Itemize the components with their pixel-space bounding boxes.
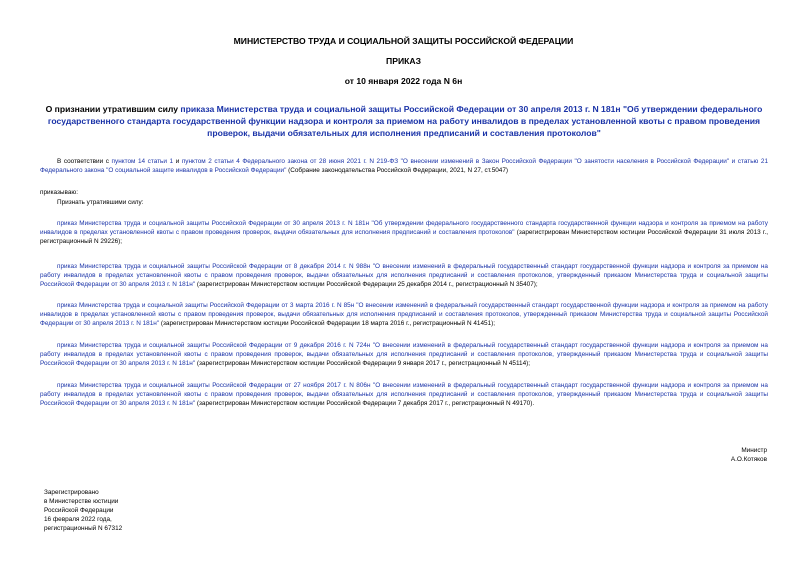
registration-line: Зарегистрировано [44, 489, 99, 496]
title-link[interactable]: приказа Министерства труда и социальной защиты Российской Федерации от 30 апреля 2013 г. N 181н "Об утверждении федерального государственного стандарта государственной функции надзора и контроля за приемом на работу инвалидов в пределах установленной квоты с правом проведения проверок, выдачи обязательных для исполнения предписаний и составления протоколов" [47, 104, 763, 138]
item-tail: (зарегистрирован Министерством юстиции Российской Федерации 25 декабря 2014 г., регистрационный N 35407); [195, 281, 538, 288]
list-item [40, 262, 768, 289]
ordered-label [40, 188, 768, 197]
list-item [40, 301, 768, 328]
intro-link-1[interactable]: пунктом 14 статьи 1 [111, 158, 174, 165]
title-prefix: О признании утратившим силу [45, 104, 181, 114]
list-item [40, 381, 768, 408]
item-tail: (зарегистрирован Министерством юстиции Российской Федерации 31 июля 2013 г., регистрационный N 29226); [40, 229, 768, 245]
registration-line: 16 февраля 2022 года, [44, 516, 112, 523]
document-title [44, 103, 764, 139]
intro-paragraph [40, 157, 768, 175]
item-tail: (зарегистрирован Министерством юстиции Российской Федерации 18 марта 2016 г., регистрационный N 41451); [159, 320, 496, 327]
list-item [40, 219, 768, 246]
item-link[interactable]: приказ Министерства труда и социальной защиты Российской Федерации от 9 декабря 2016 г. N 724н "О внесении изменений в федеральный государственный стандарт государственной функции надзора и контроля за приемом на работу инвалидов в пределах установленной квоты с правом проведения проверок, выдачи обязательных для исполнения предписаний и составления протоколов, утвержденный приказом Министерства труда и социальной защиты Российской Федерации от 30 апреля 2013 г. N 181н" [40, 342, 768, 367]
signature-name: А.О.Котяков [730, 456, 767, 463]
intro-link-2[interactable]: пунктом 2 статьи 4 Федерального закона от 28 июня 2021 г. N 219-ФЗ "О внесении изменений в Закон Российской Федерации "О занятости населения в Российской Федерации" и статью 21 Федерального закона "О социальной защите инвалидов в Российской Федерации" [40, 158, 769, 174]
item-tail: (зарегистрирован Министерством юстиции Российской Федерации 9 января 2017 г., регистрационный N 45114); [195, 360, 531, 367]
registration-block [44, 488, 122, 533]
ministry-name: МИНИСТЕРСТВО ТРУДА И СОЦИАЛЬНОЙ ЗАЩИТЫ РОССИЙСКОЙ ФЕДЕРАЦИИ [233, 36, 574, 46]
signature-title: Министр [741, 447, 767, 454]
item-link[interactable]: приказ Министерства труда и социальной защиты Российской Федерации от 27 ноября 2017 г. N 806н "О внесении изменений в федеральный государственный стандарт государственной функции надзора и контроля за приемом на работу инвалидов в пределах установленной квоты с правом проведения проверок, выдачи обязательных для исполнения предписаний и составления протоколов, утвержденный приказом Министерства труда и социальной защиты Российской Федерации от 30 апреля 2013 г. N 181н" [40, 382, 768, 407]
ordered-text: приказываю: [40, 189, 78, 196]
registration-line: регистрационный N 67312 [44, 525, 123, 532]
intro-text-2: и [173, 158, 182, 165]
document-type: ПРИКАЗ [386, 56, 421, 66]
list-item [40, 341, 768, 368]
item-link[interactable]: приказ Министерства труда и социальной защиты Российской Федерации от 8 декабря 2014 г. N 988н "О внесении изменений в федеральный государственный стандарт государственной функции надзора и контроля за приемом на работу инвалидов в пределах установленной квоты с правом проведения проверок, выдачи обязательных для исполнения предписаний и составления протоколов, утвержденный приказом Министерства труда и социальной защиты Российской Федерации от 30 апреля 2013 г. N 181н" [40, 263, 768, 288]
resolve-text: Признать утратившими силу: [57, 199, 144, 206]
item-tail: (зарегистрирован Министерством юстиции Российской Федерации 7 декабря 2017 г., регистрационный N 49170). [195, 400, 535, 407]
registration-line: Российской Федерации [44, 507, 114, 514]
item-link[interactable]: приказ Министерства труда и социальной защиты Российской Федерации от 3 марта 2016 г. N 85н "О внесении изменений в федеральный государственный стандарт государственной функции надзора и контроля за приемом на работу инвалидов в пределах установленной квоты с правом проведения проверок, выдачи обязательных для исполнения предписаний и составления протоколов, утвержденный приказом Министерства труда и социальной защиты Российской Федерации от 30 апреля 2013 г. N 181н" [40, 302, 768, 327]
registration-line: в Министерстве юстиции [44, 498, 119, 505]
document-date: от 10 января 2022 года N 6н [344, 76, 463, 86]
resolve-label [40, 198, 768, 207]
intro-text-1: В соответствии с [57, 158, 112, 165]
intro-text-3: (Собрание законодательства Российской Федерации, 2021, N 27, ст.5047) [286, 167, 509, 174]
item-link[interactable]: приказ Министерства труда и социальной защиты Российской Федерации от 30 апреля 2013 г. N 181н "Об утверждении федерального государственного стандарта государственной функции надзора и контроля за приемом на работу инвалидов в пределах установленной квоты с правом проведения проверок, выдачи обязательных для исполнения предписаний и составления протоколов" [40, 220, 768, 236]
